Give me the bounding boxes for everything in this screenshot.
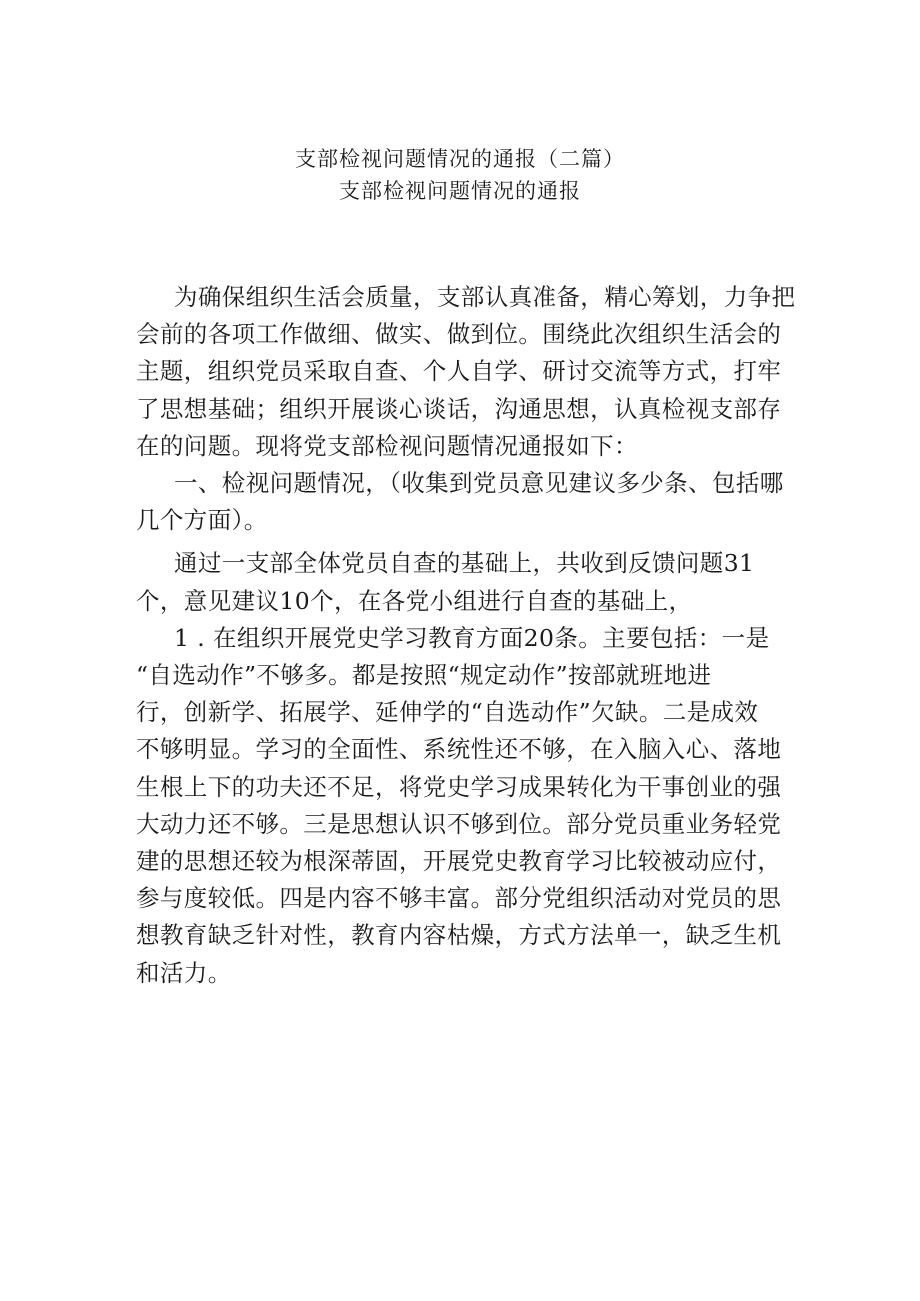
text-line: 会前的各项工作做细、做实、做到位。围绕此次组织生活会的 [136, 320, 782, 349]
text-line: 想教育缺乏针对性，教育内容枯燥，方式方法单一，缺乏生机 [136, 921, 782, 950]
text-line: 一、检视问题情况，（收集到党员意见建议多少条、包括哪 [174, 469, 784, 498]
text-line: 为确保组织生活会质量，支部认真准备，精心筹划，力争把 [174, 283, 796, 311]
document-subtitle: 支部检视问题情况的通报 [339, 179, 581, 203]
text-line: “自选动作”不够多。都是按照“规定动作”按部就班地进 [136, 661, 712, 690]
paragraph-section-heading [136, 465, 784, 539]
text-line: 个，意见建议10个，在各党小组进行自查的基础上， [136, 586, 693, 615]
paragraph-intro [136, 279, 796, 465]
text-line: 了思想基础；组织开展谈心谈话，沟通思想，认真检视支部存 [136, 394, 782, 423]
text-line: 参与度较低。四是内容不够丰富。部分党组织活动对党员的思 [136, 884, 782, 913]
paragraph-feedback-summary [136, 545, 776, 619]
text-line: 和活力。 [136, 958, 232, 987]
text-line: 生根上下的功夫还不足，将党史学习成果转化为干事创业的强 [136, 772, 782, 801]
paragraph-item-1 [136, 620, 782, 992]
text-line: 通过一支部全体党员自查的基础上，共收到反馈问题31 [174, 549, 755, 578]
text-line: 主题，组织党员采取自查、个人自学、研讨交流等方式，打牢 [136, 357, 782, 386]
text-line: 不够明显。学习的全面性、系统性还不够，在入脑入心、落地 [136, 735, 782, 764]
text-line: 在的问题。现将党支部检视问题情况通报如下： [136, 431, 638, 460]
text-line: 建的思想还较为根深蒂固，开展党史教育学习比较被动应付， [136, 847, 782, 876]
document-body [136, 279, 796, 992]
text-line: 大动力还不够。三是思想认识不够到位。部分党员重业务轻党 [136, 809, 782, 838]
text-line: 行，创新学、拓展学、延伸学的“自选动作”欠缺。二是成效 [136, 698, 759, 727]
text-line: 1 . 在组织开展党史学习教育方面20条。主要包括：一是 [174, 623, 770, 652]
document-title: 支部检视问题情况的通报（二篇） [295, 147, 625, 171]
text-line: 几个方面）。 [136, 506, 268, 535]
title-block [0, 143, 920, 207]
